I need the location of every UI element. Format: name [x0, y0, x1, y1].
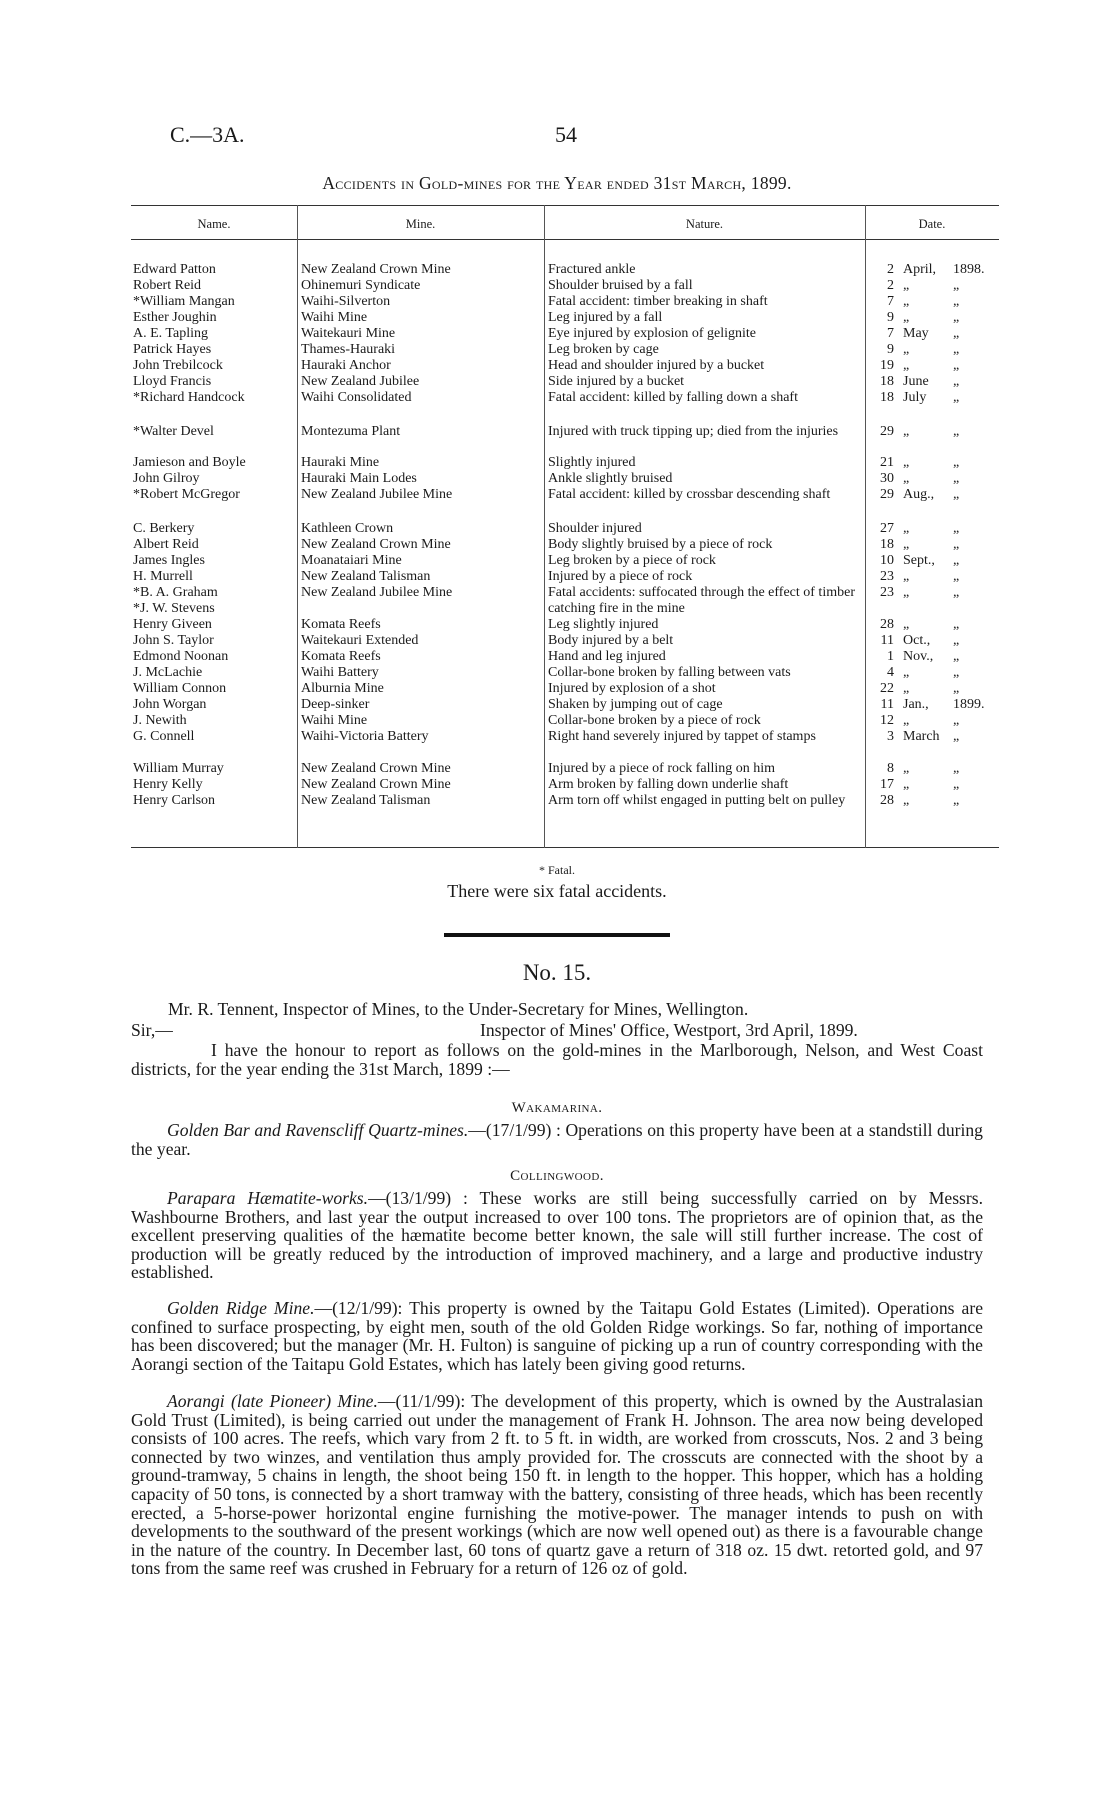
cell-day: 19	[880, 358, 894, 373]
cell-nature: Fractured ankle	[548, 262, 636, 277]
cell-name: John Gilroy	[133, 471, 200, 486]
cell-name: G. Connell	[133, 729, 195, 744]
cell-year: „	[953, 537, 960, 552]
cell-nature: Fatal accident: killed by falling down a shaft	[548, 390, 798, 405]
cell-day: 18	[880, 390, 894, 405]
cell-mine: Hauraki Mine	[301, 455, 380, 470]
section-heading-wakamarina: Wakamarina.	[511, 1100, 603, 1116]
cell-nature: Fatal accidents: suffocated through the effect of timber catching fire in the mine	[548, 585, 855, 616]
cell-name: *William Mangan	[133, 294, 235, 309]
paragraph-golden-ridge	[131, 1299, 983, 1373]
cell-nature: Arm torn off whilst engaged in putting belt on pulley	[548, 793, 846, 808]
cell-name: William Connon	[133, 681, 227, 696]
paragraph-golden-bar	[131, 1121, 983, 1158]
cell-year: 1899.	[953, 697, 985, 712]
cell-month: March	[903, 729, 940, 744]
cell-name: Edmond Noonan	[133, 649, 229, 664]
cell-month: April,	[903, 262, 937, 277]
cell-mine: Komata Reefs	[301, 649, 381, 664]
paragraph-title: Golden Ridge Mine.	[167, 1298, 315, 1318]
cell-mine: New Zealand Jubilee Mine	[301, 585, 453, 600]
cell-mine: Kathleen Crown	[301, 521, 394, 536]
cell-month: „	[903, 424, 910, 439]
cell-year: „	[953, 310, 960, 325]
cell-mine: Alburnia Mine	[301, 681, 384, 696]
cell-mine: New Zealand Talisman	[301, 569, 431, 584]
cell-year: „	[953, 487, 960, 502]
cell-nature: Ankle slightly bruised	[548, 471, 673, 486]
cell-month: „	[903, 761, 910, 776]
cell-nature: Right hand severely injured by tappet of stamps	[548, 729, 816, 744]
cell-day: 29	[880, 487, 894, 502]
cell-month: „	[903, 665, 910, 680]
cell-month: „	[903, 777, 910, 792]
cell-day: 2	[887, 262, 894, 277]
cell-month: „	[903, 681, 910, 696]
cell-day: 7	[887, 294, 894, 309]
cell-month: „	[903, 342, 910, 357]
cell-mine: Waitekauri Mine	[301, 326, 396, 341]
column-header-nature: Nature.	[685, 217, 724, 231]
cell-month: Sept.,	[903, 553, 935, 568]
cell-nature: Injured by explosion of a shot	[548, 681, 716, 696]
cell-month: „	[903, 455, 910, 470]
cell-mine: Hauraki Anchor	[301, 358, 391, 373]
cell-day: 11	[880, 697, 894, 712]
cell-year: „	[953, 374, 960, 389]
cell-day: 28	[880, 793, 894, 808]
document-reference: C.—3A.	[170, 122, 245, 147]
cell-mine: Ohinemuri Syndicate	[301, 278, 421, 293]
cell-nature: Eye injured by explosion of gelignite	[548, 326, 757, 341]
cell-day: 30	[880, 471, 894, 486]
cell-day: 10	[880, 553, 894, 568]
cell-day: 23	[880, 569, 894, 584]
cell-year: „	[953, 471, 960, 486]
cell-day: 28	[880, 617, 894, 632]
cell-month: Oct.,	[903, 633, 931, 648]
cell-day: 9	[887, 342, 894, 357]
cell-name: Robert Reid	[133, 278, 202, 293]
cell-month: „	[903, 278, 910, 293]
column-divider	[544, 205, 545, 848]
cell-month: „	[903, 617, 910, 632]
cell-mine: Deep-sinker	[301, 697, 370, 712]
cell-nature: Leg broken by cage	[548, 342, 659, 357]
cell-name: Henry Carlson	[133, 793, 216, 808]
cell-year: „	[953, 455, 960, 470]
cell-year: „	[953, 665, 960, 680]
cell-year: „	[953, 326, 960, 341]
cell-mine: Waihi-Silverton	[301, 294, 391, 309]
cell-nature: Fatal accident: killed by crossbar descending shaft	[548, 487, 831, 502]
table-bottom-rule	[131, 847, 999, 848]
cell-name: Jamieson and Boyle	[133, 455, 246, 470]
cell-year: „	[953, 521, 960, 536]
cell-name: *Robert McGregor	[133, 487, 240, 502]
paragraph-text: —(17/1/99) : Operations on this property have been at a standstill during the year.	[131, 1120, 983, 1159]
cell-mine: Waitekauri Extended	[301, 633, 419, 648]
cell-year: „	[953, 294, 960, 309]
cell-mine: New Zealand Crown Mine	[301, 761, 451, 776]
page-header	[0, 122, 1114, 152]
cell-month: May	[903, 326, 929, 341]
cell-day: 3	[887, 729, 894, 744]
cell-name: Esther Joughin	[133, 310, 217, 325]
column-header-mine: Mine.	[405, 217, 436, 231]
cell-nature: Arm broken by falling down underlie shaft	[548, 777, 789, 792]
cell-name: Lloyd Francis	[133, 374, 212, 389]
cell-day: 18	[880, 374, 894, 389]
page-number: 54	[555, 122, 577, 147]
cell-name: Henry Giveen	[133, 617, 212, 632]
cell-month: „	[903, 471, 910, 486]
table-title: Accidents in Gold-mines for the Year ended 31st March, 1899.	[322, 173, 792, 193]
cell-nature: Head and shoulder injured by a bucket	[548, 358, 765, 373]
column-header-name: Name.	[197, 217, 231, 231]
cell-mine: New Zealand Jubilee Mine	[301, 487, 453, 502]
paragraph-title: Parapara Hæmatite-works.	[167, 1188, 369, 1208]
cell-year: „	[953, 278, 960, 293]
cell-nature: Shoulder bruised by a fall	[548, 278, 693, 293]
cell-name: H. Murrell	[133, 569, 193, 584]
cell-month: June	[903, 374, 929, 389]
cell-day: 17	[880, 777, 894, 792]
intro-paragraph: I have the honour to report as follows on the gold-mines in the Marlborough, Nelson, and West Coast districts, for the year ending the 31st March, 1899 :—	[131, 1040, 983, 1079]
cell-mine: Waihi Mine	[301, 310, 368, 325]
cell-nature: Injured with truck tipping up; died from the injuries	[548, 424, 839, 439]
cell-mine: Waihi Consolidated	[301, 390, 412, 405]
table-footnote: * Fatal.	[539, 863, 575, 877]
cell-nature: Shoulder injured	[548, 521, 642, 536]
cell-mine: Komata Reefs	[301, 617, 381, 632]
cell-mine: New Zealand Talisman	[301, 793, 431, 808]
fatal-summary: There were six fatal accidents.	[447, 881, 667, 901]
cell-mine: Montezuma Plant	[301, 424, 401, 439]
paragraph-text: —(11/1/99): The development of this property, which is owned by the Australasian Gold Trust (Limited), is being carried out under the management of Frank H. Johnson. The area now being developed consists of 100 acres. The reefs, which vary from 2 ft. to 5 ft. in width, are worked from crosscuts, Nos. 2 and 3 being connected by two winzes, and ventilation thus amply provided for. The crosscuts are connected with the shoot by a ground-tramway, 5 chains in length, the shoot being 150 ft. in length to the hopper. This hopper, which has a holding capacity of 50 tons, is connected by a short tramway with the battery, consisting of three heads, which has been recently erected, a 5-horse-power horizontal engine furnishing the motive-power. The manager intends to push on with developments to the southward of the present workings (which are now well opened out) as there is a favourable change in the nature of the country. In December last, 60 tons of quartz gave a return of 318 oz. 15 dwt. retorted gold, and 97 tons from the same reef was crushed in February for a return of 126 oz of gold.	[131, 1391, 983, 1579]
cell-year: „	[953, 390, 960, 405]
cell-nature: Side injured by a bucket	[548, 374, 685, 389]
cell-nature: Collar-bone broken by falling between vats	[548, 665, 791, 680]
cell-mine: New Zealand Crown Mine	[301, 262, 451, 277]
cell-month: Aug.,	[903, 487, 935, 502]
cell-mine: New Zealand Crown Mine	[301, 777, 451, 792]
paragraph-text: —(13/1/99) : These works are still being successfully carried on by Messrs. Washbourne Brothers, and last year the output increased to over 100 tons. The proprietors are of opinion that, as the excellent preserving qualities of the hæmatite become better known, the sale will still further increase. The cost of production will be greatly reduced by the introduction of improved machinery, and a large and productive industry established.	[131, 1188, 984, 1283]
cell-mine: Moanataiari Mine	[301, 553, 402, 568]
cell-nature: Body injured by a belt	[548, 633, 674, 648]
cell-day: 23	[880, 585, 894, 600]
cell-day: 12	[880, 713, 894, 728]
cell-month: Nov.,	[903, 649, 934, 664]
cell-year: „	[953, 713, 960, 728]
section-heading-collingwood: Collingwood.	[510, 1168, 604, 1184]
cell-day: 11	[880, 633, 894, 648]
cell-nature: Leg broken by a piece of rock	[548, 553, 716, 568]
cell-name: James Ingles	[133, 553, 205, 568]
cell-mine: New Zealand Jubilee	[301, 374, 420, 389]
column-header-date: Date.	[918, 217, 946, 231]
cell-name: Albert Reid	[133, 537, 199, 552]
cell-name: *Richard Handcock	[133, 390, 245, 405]
cell-name: *B. A. Graham *J. W. Stevens	[133, 585, 218, 616]
cell-nature: Leg slightly injured	[548, 617, 659, 632]
cell-nature: Slightly injured	[548, 455, 636, 470]
cell-name: John Trebilcock	[133, 358, 223, 373]
cell-month: „	[903, 358, 910, 373]
cell-month: „	[903, 585, 910, 600]
cell-name: Henry Kelly	[133, 777, 203, 792]
salutation: Sir,—	[131, 1020, 173, 1040]
cell-mine: New Zealand Crown Mine	[301, 537, 451, 552]
cell-month: „	[903, 537, 910, 552]
cell-year: „	[953, 617, 960, 632]
cell-year: „	[953, 729, 960, 744]
cell-name: Edward Patton	[133, 262, 216, 277]
cell-day: 18	[880, 537, 894, 552]
cell-month: „	[903, 310, 910, 325]
cell-month: „	[903, 713, 910, 728]
cell-name: J. Newith	[133, 713, 187, 728]
cell-name: Patrick Hayes	[133, 342, 212, 357]
cell-month: Jan.,	[903, 697, 929, 712]
cell-day: 29	[880, 424, 894, 439]
cell-name: J. McLachie	[133, 665, 203, 680]
cell-nature: Injured by a piece of rock falling on him	[548, 761, 776, 776]
report-from-line: Mr. R. Tennent, Inspector of Mines, to the Under-Secretary for Mines, Wellington.	[168, 999, 749, 1019]
cell-day: 1	[887, 649, 894, 664]
cell-nature: Shaken by jumping out of cage	[548, 697, 723, 712]
cell-name: *Walter Devel	[133, 424, 214, 439]
cell-mine: Waihi Battery	[301, 665, 379, 680]
cell-year: „	[953, 358, 960, 373]
cell-nature: Fatal accident: timber breaking in shaft	[548, 294, 768, 309]
cell-mine: Hauraki Main Lodes	[301, 471, 417, 486]
cell-year: „	[953, 793, 960, 808]
cell-month: „	[903, 294, 910, 309]
cell-nature: Leg injured by a fall	[548, 310, 663, 325]
cell-day: 8	[887, 761, 894, 776]
cell-year: „	[953, 585, 960, 600]
cell-name: A. E. Tapling	[133, 326, 208, 341]
report-number: No. 15.	[522, 960, 592, 985]
table-header-rule	[131, 239, 999, 240]
cell-day: 9	[887, 310, 894, 325]
cell-year: „	[953, 424, 960, 439]
cell-year: „	[953, 681, 960, 696]
cell-year: „	[953, 553, 960, 568]
table-top-rule	[131, 205, 999, 206]
cell-name: John Worgan	[133, 697, 207, 712]
paragraph-title: Aorangi (late Pioneer) Mine.	[167, 1391, 378, 1411]
cell-name: C. Berkery	[133, 521, 195, 536]
cell-day: 7	[887, 326, 894, 341]
column-divider	[297, 205, 298, 848]
cell-nature: Body slightly bruised by a piece of rock	[548, 537, 773, 552]
cell-day: 4	[887, 665, 894, 680]
cell-nature: Collar-bone broken by a piece of rock	[548, 713, 761, 728]
cell-mine: Waihi Mine	[301, 713, 368, 728]
cell-year: „	[953, 342, 960, 357]
cell-nature: Hand and leg injured	[548, 649, 666, 664]
cell-day: 2	[887, 278, 894, 293]
paragraph-title: Golden Bar and Ravenscliff Quartz-mines.	[167, 1120, 469, 1140]
office-address: Inspector of Mines' Office, Westport, 3rd April, 1899.	[480, 1020, 858, 1040]
cell-day: 22	[880, 681, 894, 696]
cell-year: „	[953, 777, 960, 792]
cell-name: William Murray	[133, 761, 224, 776]
cell-month: „	[903, 569, 910, 584]
cell-mine: Thames-Hauraki	[301, 342, 396, 357]
cell-nature: Injured by a piece of rock	[548, 569, 693, 584]
cell-day: 27	[880, 521, 894, 536]
paragraph-aorangi	[131, 1392, 983, 1578]
paragraph-parapara	[131, 1189, 983, 1282]
accidents-table	[131, 205, 999, 855]
cell-month: „	[903, 793, 910, 808]
cell-year: 1898.	[953, 262, 985, 277]
cell-month: July	[903, 390, 927, 405]
section-divider	[444, 933, 670, 937]
cell-mine: Waihi-Victoria Battery	[301, 729, 429, 744]
cell-month: „	[903, 521, 910, 536]
cell-name: John S. Taylor	[133, 633, 214, 648]
cell-year: „	[953, 761, 960, 776]
paragraph-text: —(12/1/99): This property is owned by the Taitapu Gold Estates (Limited). Operations are confined to surface prospecting, by eight men, south of the old Golden Ridge workings. So far, nothing of importance has been discovered; but the manager (Mr. H. Fulton) is sanguine of picking up a run of country corresponding with the Aorangi section of the Taitapu Gold Estates, which has lately been giving good returns.	[131, 1298, 983, 1374]
cell-day: 21	[880, 455, 894, 470]
cell-year: „	[953, 569, 960, 584]
cell-year: „	[953, 649, 960, 664]
cell-year: „	[953, 633, 960, 648]
